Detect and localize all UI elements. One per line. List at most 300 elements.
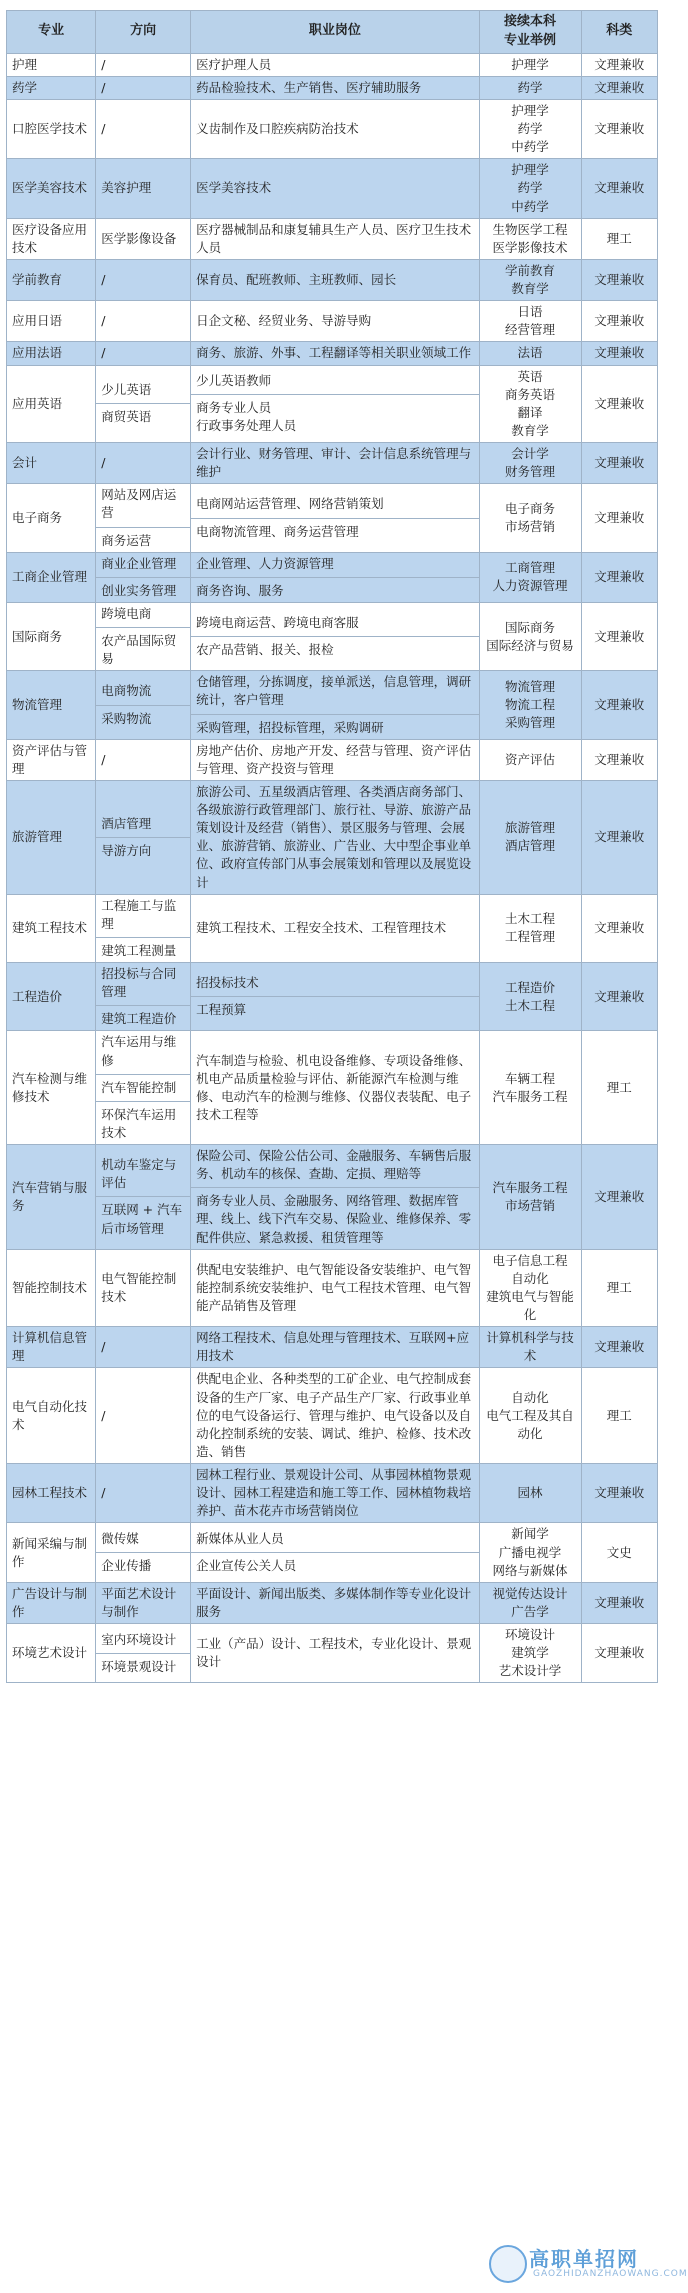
jobs-cell <box>191 1145 479 1250</box>
direction-item: / <box>101 79 106 95</box>
bachelor-item: 电子信息工程 <box>492 1252 568 1268</box>
jobs-cell <box>191 1624 479 1683</box>
direction-cell <box>96 259 191 300</box>
table-row <box>7 259 658 300</box>
jobs-cell <box>191 1368 479 1464</box>
bachelor-item: 艺术设计学 <box>498 1663 562 1679</box>
major-name: 护理 <box>12 56 38 72</box>
table-row <box>7 365 658 443</box>
category-label: 文理兼收 <box>594 1645 645 1661</box>
major-name: 广告设计与制作 <box>12 1585 88 1619</box>
bachelor-cell <box>479 963 581 1031</box>
cell-divider <box>191 1187 478 1188</box>
table-row <box>7 1327 658 1368</box>
jobs-cell <box>191 53 479 76</box>
major-name: 电气自动化技术 <box>12 1398 88 1432</box>
direction-cell <box>96 602 191 670</box>
job-item: 保育员、配班教师、主班教师、园长 <box>196 272 397 287</box>
major-name: 计算机信息管理 <box>12 1330 88 1364</box>
category-cell <box>581 1368 657 1464</box>
jobs-cell <box>191 602 479 670</box>
category-cell <box>581 1582 657 1623</box>
direction-cell <box>96 1523 191 1582</box>
bachelor-item: 环境设计 <box>505 1627 556 1643</box>
direction-item: 网站及网店运营 <box>101 487 177 521</box>
job-item: 新媒体从业人员 <box>196 1531 284 1546</box>
bachelor-cell <box>479 76 581 99</box>
direction-cell <box>96 99 191 158</box>
jobs-cell <box>191 443 479 484</box>
jobs-cell <box>191 552 479 602</box>
cell-divider <box>96 1653 190 1654</box>
bachelor-item: 建筑学 <box>511 1645 549 1661</box>
category-cell <box>581 99 657 158</box>
header-direction: 方向 <box>96 11 191 54</box>
major-name: 工程造价 <box>12 988 63 1004</box>
bachelor-cell <box>479 365 581 443</box>
bachelor-item: 财务管理 <box>505 464 556 480</box>
bachelor-cell <box>479 1031 581 1145</box>
bachelor-item: 广播电视学 <box>498 1544 562 1560</box>
bachelor-cell <box>479 99 581 158</box>
direction-cell <box>96 159 191 218</box>
cell-divider <box>191 577 478 578</box>
major-cell <box>7 159 96 218</box>
bachelor-item: 翻译 <box>517 404 543 420</box>
category-label: 文理兼收 <box>594 1188 645 1204</box>
table-row <box>7 1582 658 1623</box>
major-cell <box>7 53 96 76</box>
direction-item: 建筑工程测量 <box>101 942 177 958</box>
jobs-cell <box>191 1464 479 1523</box>
job-item: 药品检验技术、生产销售、医疗辅助服务 <box>196 79 422 95</box>
job-item: 供配电企业、各种类型的工矿企业、电气控制成套设备的生产厂家、电子产品生产厂家、行政事业单位的电气设备运行、管理与维护、电气设备以及自动化控制系统的安装、调试、维护、检修、技术改造、销售 <box>196 1371 472 1459</box>
category-cell <box>581 552 657 602</box>
major-cell <box>7 443 96 484</box>
bachelor-cell <box>479 1249 581 1327</box>
major-name: 新闻采编与制作 <box>12 1535 88 1569</box>
category-cell <box>581 671 657 739</box>
bachelor-item: 建筑电气与智能化 <box>486 1288 574 1323</box>
bachelor-item: 工商管理 <box>505 560 556 576</box>
cell-divider <box>191 714 478 715</box>
category-cell <box>581 894 657 962</box>
category-label: 文理兼收 <box>594 180 645 196</box>
bachelor-cell <box>479 894 581 962</box>
direction-cell <box>96 552 191 602</box>
direction-item: 酒店管理 <box>101 815 152 831</box>
bachelor-cell <box>479 780 581 894</box>
table-row <box>7 342 658 365</box>
bachelor-cell <box>479 1145 581 1250</box>
job-item: 平面设计、新闻出版类、多媒体制作等专业化设计服务 <box>196 1585 472 1619</box>
major-cell <box>7 780 96 894</box>
direction-item: 电商物流 <box>101 683 152 699</box>
job-item: 房地产估价、房地产开发、经营与管理、资产评估与管理、资产投资与管理 <box>196 742 472 776</box>
major-cell <box>7 1624 96 1683</box>
bachelor-item: 汽车服务工程 <box>492 1088 568 1104</box>
bachelor-item: 工程管理 <box>505 929 556 945</box>
job-item: 商务咨询、服务 <box>196 582 284 598</box>
bachelor-item: 中药学 <box>511 139 549 155</box>
category-cell <box>581 365 657 443</box>
jobs-cell <box>191 1249 479 1327</box>
cell-divider <box>96 403 190 404</box>
major-name: 资产评估与管理 <box>12 742 88 776</box>
table-row <box>7 159 658 218</box>
job-item: 农产品营销、报关、报检 <box>196 642 334 658</box>
direction-cell <box>96 780 191 894</box>
direction-item: / <box>101 1407 106 1423</box>
header-bachelor: 接续本科 专业举例 <box>479 11 581 54</box>
watermark-title: 高职单招网 <box>529 2247 639 2271</box>
major-cell <box>7 342 96 365</box>
bachelor-item: 中药学 <box>511 198 549 214</box>
category-label: 文理兼收 <box>594 56 645 72</box>
major-name: 旅游管理 <box>12 829 63 845</box>
cell-divider <box>96 627 190 628</box>
direction-item: 汽车运用与维修 <box>101 1034 177 1068</box>
direction-item: 建筑工程造价 <box>101 1011 177 1027</box>
job-item: 供配电安装维护、电气智能设备安装维护、电气智能控制系统安装维护、电气工程技术管理、电气智能产品销售及管理 <box>196 1261 472 1313</box>
majors-table <box>6 10 658 1683</box>
bachelor-cell <box>479 1464 581 1523</box>
category-cell <box>581 342 657 365</box>
bachelor-item: 商务英语 <box>505 386 556 402</box>
major-name: 应用日语 <box>12 313 63 329</box>
jobs-cell <box>191 963 479 1031</box>
cell-divider <box>191 518 478 519</box>
bachelor-item: 广告学 <box>511 1603 549 1619</box>
major-name: 智能控制技术 <box>12 1279 88 1295</box>
jobs-cell <box>191 1523 479 1582</box>
table-row <box>7 963 658 1031</box>
bachelor-item: 酒店管理 <box>505 838 556 854</box>
table-row <box>7 552 658 602</box>
category-cell <box>581 1464 657 1523</box>
table-row <box>7 218 658 259</box>
bachelor-item: 物流管理 <box>505 678 556 694</box>
major-cell <box>7 1145 96 1250</box>
bachelor-cell <box>479 1327 581 1368</box>
job-item: 商务专业人员 行政事务处理人员 <box>196 400 297 434</box>
direction-item: 采购物流 <box>101 710 152 726</box>
direction-item: 创业实务管理 <box>101 582 177 598</box>
category-cell <box>581 739 657 780</box>
category-cell <box>581 218 657 259</box>
major-cell <box>7 259 96 300</box>
major-cell <box>7 1368 96 1464</box>
cell-divider <box>96 527 190 528</box>
bachelor-item: 生物医学工程 <box>492 221 568 237</box>
direction-item: / <box>101 1485 106 1501</box>
table-row <box>7 1145 658 1250</box>
direction-item: 室内环境设计 <box>101 1631 177 1647</box>
job-item: 企业管理、人力资源管理 <box>196 555 334 571</box>
major-name: 医学美容技术 <box>12 180 88 196</box>
category-label: 文理兼收 <box>594 395 645 411</box>
cell-divider <box>96 1552 190 1553</box>
direction-cell <box>96 1031 191 1145</box>
category-label: 文理兼收 <box>594 829 645 845</box>
job-item: 仓储管理，分拣调度，接单派送，信息管理，调研统计，客户管理 <box>196 674 472 708</box>
bachelor-cell <box>479 1624 581 1683</box>
bachelor-item: 旅游管理 <box>505 820 556 836</box>
bachelor-item: 会计学 <box>511 446 549 462</box>
direction-item: 电气智能控制技术 <box>101 1270 177 1304</box>
header-major: 专业 <box>7 11 96 54</box>
category-label: 文理兼收 <box>594 628 645 644</box>
major-name: 电子商务 <box>12 509 63 525</box>
major-name: 环境艺术设计 <box>12 1645 88 1661</box>
category-label: 文理兼收 <box>594 569 645 585</box>
jobs-cell <box>191 365 479 443</box>
direction-item: 平面艺术设计与制作 <box>101 1585 177 1619</box>
cell-divider <box>96 1074 190 1075</box>
category-label: 文理兼收 <box>594 272 645 287</box>
bachelor-item: 自动化 <box>511 1389 549 1405</box>
cell-divider <box>191 636 478 637</box>
direction-item: / <box>101 313 106 329</box>
bachelor-item: 汽车服务工程 <box>492 1179 568 1195</box>
job-item: 招投标技术 <box>196 975 259 991</box>
category-label: 文理兼收 <box>594 1594 645 1610</box>
category-cell <box>581 1523 657 1582</box>
major-cell <box>7 365 96 443</box>
direction-cell <box>96 671 191 739</box>
major-cell <box>7 602 96 670</box>
direction-item: 商贸英语 <box>101 409 152 425</box>
jobs-cell <box>191 739 479 780</box>
direction-item: / <box>101 56 106 72</box>
jobs-cell <box>191 218 479 259</box>
major-name: 国际商务 <box>12 628 63 644</box>
major-cell <box>7 894 96 962</box>
direction-cell <box>96 365 191 443</box>
category-label: 文理兼收 <box>594 751 645 767</box>
table-row <box>7 894 658 962</box>
category-cell <box>581 259 657 300</box>
bachelor-item: 市场营销 <box>505 519 556 534</box>
category-label: 理工 <box>606 1079 632 1095</box>
category-cell <box>581 301 657 342</box>
bachelor-item: 法语 <box>517 345 543 361</box>
bachelor-item: 采购管理 <box>505 715 556 731</box>
direction-item: 跨境电商 <box>101 605 152 621</box>
category-label: 文理兼收 <box>594 696 645 712</box>
category-label: 文理兼收 <box>594 455 645 471</box>
bachelor-item: 土木工程 <box>505 997 556 1013</box>
major-name: 应用英语 <box>12 395 63 411</box>
watermark-subtitle: GAOZHIDANZHAOWANG.COM <box>533 2269 688 2279</box>
job-item: 商务专业人员、金融服务、网络管理、数据库管理、线上、线下汽车交易、保险业、维修保养、零配件供应、紧急救援、租赁管理等 <box>196 1193 472 1245</box>
jobs-cell <box>191 342 479 365</box>
category-cell <box>581 1031 657 1145</box>
jobs-cell <box>191 780 479 894</box>
category-cell <box>581 1249 657 1327</box>
jobs-cell <box>191 484 479 552</box>
jobs-cell <box>191 671 479 739</box>
bachelor-item: 教育学 <box>511 281 549 297</box>
bachelor-item: 国际商务 <box>505 619 556 635</box>
category-cell <box>581 780 657 894</box>
direction-cell <box>96 53 191 76</box>
bachelor-cell <box>479 159 581 218</box>
major-cell <box>7 1327 96 1368</box>
job-item: 汽车制造与检验、机电设备维修、专项设备维修、机电产品质量检验与评估、新能源汽车检测与维修、电动汽车的检测与维修、仪器仪表装配、电子技术工程等 <box>196 1052 472 1122</box>
category-cell <box>581 484 657 552</box>
direction-cell <box>96 1582 191 1623</box>
direction-item: 商务运营 <box>101 532 152 548</box>
direction-cell <box>96 1464 191 1523</box>
major-cell <box>7 552 96 602</box>
job-item: 少儿英语教师 <box>196 373 272 389</box>
bachelor-item: 人力资源管理 <box>492 578 568 594</box>
job-item: 日企文秘、经贸业务、导游导购 <box>196 313 372 329</box>
category-label: 文理兼收 <box>594 988 645 1004</box>
bachelor-item: 自动化 <box>511 1270 549 1286</box>
bachelor-cell <box>479 671 581 739</box>
major-name: 药学 <box>12 79 38 95</box>
header-jobs: 职业岗位 <box>191 11 479 54</box>
cell-divider <box>96 1101 190 1102</box>
table-row <box>7 1523 658 1582</box>
direction-cell <box>96 443 191 484</box>
table-row <box>7 99 658 158</box>
major-name: 建筑工程技术 <box>12 920 88 936</box>
major-name: 物流管理 <box>12 696 63 712</box>
bachelor-item: 医学影像技术 <box>492 239 568 255</box>
category-label: 文理兼收 <box>594 79 645 95</box>
direction-cell <box>96 218 191 259</box>
bachelor-item: 视觉传达设计 <box>492 1585 568 1601</box>
major-cell <box>7 99 96 158</box>
bachelor-cell <box>479 218 581 259</box>
jobs-cell <box>191 1327 479 1368</box>
direction-cell <box>96 1327 191 1368</box>
watermark <box>489 2241 688 2287</box>
direction-item: 机动车鉴定与评估 <box>101 1157 177 1191</box>
bachelor-cell <box>479 259 581 300</box>
direction-item: 环境景观设计 <box>101 1658 177 1674</box>
bachelor-cell <box>479 552 581 602</box>
table-row <box>7 739 658 780</box>
bachelor-item: 工程造价 <box>505 979 556 995</box>
jobs-cell <box>191 301 479 342</box>
table-row <box>7 1624 658 1683</box>
category-label: 文理兼收 <box>594 345 645 361</box>
bachelor-cell <box>479 484 581 552</box>
table-row <box>7 1464 658 1523</box>
bachelor-cell <box>479 443 581 484</box>
direction-cell <box>96 1145 191 1250</box>
bachelor-item: 英语 <box>517 368 543 384</box>
cell-divider <box>96 577 190 578</box>
bachelor-item: 国际经济与贸易 <box>486 637 574 653</box>
job-item: 电商网站运营管理、网络营销策划 <box>196 496 384 512</box>
table-header-row <box>7 11 658 54</box>
direction-item: 微传媒 <box>101 1531 139 1546</box>
major-cell <box>7 739 96 780</box>
major-name: 口腔医学技术 <box>12 121 88 137</box>
category-cell <box>581 602 657 670</box>
major-cell <box>7 1464 96 1523</box>
table-row <box>7 443 658 484</box>
major-name: 工商企业管理 <box>12 569 88 585</box>
bachelor-cell <box>479 1523 581 1582</box>
category-label: 文理兼收 <box>594 920 645 936</box>
direction-item: 医学影像设备 <box>101 230 177 246</box>
table-row <box>7 602 658 670</box>
major-name: 学前教育 <box>12 272 63 287</box>
direction-cell <box>96 484 191 552</box>
table-row <box>7 301 658 342</box>
category-cell <box>581 443 657 484</box>
direction-item: 美容护理 <box>101 180 152 196</box>
category-cell <box>581 1327 657 1368</box>
bachelor-item: 网络与新媒体 <box>492 1562 568 1578</box>
direction-item: / <box>101 751 106 767</box>
category-cell <box>581 76 657 99</box>
job-item: 保险公司、保险公估公司、金融服务、车辆售后服务、机动车的核保、查勘、定损、理赔等 <box>196 1148 472 1182</box>
direction-item: 商业企业管理 <box>101 555 177 571</box>
category-cell <box>581 159 657 218</box>
cell-divider <box>191 394 478 395</box>
category-cell <box>581 1624 657 1683</box>
category-label: 理工 <box>606 1407 632 1423</box>
bachelor-item: 土木工程 <box>505 911 556 927</box>
job-item: 旅游公司、五星级酒店管理、各类酒店商务部门、各级旅游行政管理部门、旅行社、导游、旅游产品策划设计及经营（销售）、景区服务与管理、会展业、旅游营销、旅游业、广告业、大中型企事业单位、政府宣传部门从事会展策划和管理以及展览设计 <box>196 783 472 890</box>
job-item: 企业宣传公关人员 <box>196 1558 297 1574</box>
bachelor-item: 电子商务 <box>505 500 556 516</box>
direction-cell <box>96 1624 191 1683</box>
bachelor-cell <box>479 1582 581 1623</box>
job-item: 园林工程行业、景观设计公司、从事园林植物景观设计、园林工程建造和施工等工作、园林植物栽培养护、苗木花卉市场营销岗位 <box>196 1467 472 1519</box>
bachelor-item: 资产评估 <box>505 751 556 767</box>
major-cell <box>7 76 96 99</box>
major-name: 园林工程技术 <box>12 1485 88 1501</box>
direction-item: / <box>101 455 106 471</box>
major-name: 医疗设备应用技术 <box>12 221 88 255</box>
direction-item: 导游方向 <box>101 842 152 858</box>
bachelor-item: 计算机科学与技术 <box>486 1330 574 1364</box>
bachelor-item: 经营管理 <box>505 322 556 338</box>
category-cell <box>581 1145 657 1250</box>
major-name: 汽车检测与维修技术 <box>12 1070 88 1104</box>
job-item: 跨境电商运营、跨境电商客服 <box>196 615 359 630</box>
direction-item: 互联网 + 汽车后市场管理 <box>101 1202 183 1236</box>
table-row <box>7 76 658 99</box>
category-label: 文理兼收 <box>594 313 645 329</box>
job-item: 工业（产品）设计、工程技术，专业化设计、景观设计 <box>196 1636 472 1670</box>
job-item: 会计行业、财务管理、审计、会计信息系统管理与维护 <box>196 446 472 480</box>
direction-cell <box>96 894 191 962</box>
bachelor-item: 物流工程 <box>505 696 556 712</box>
bachelor-item: 药学 <box>517 79 543 95</box>
jobs-cell <box>191 1031 479 1145</box>
cell-divider <box>191 996 478 997</box>
direction-item: 农产品国际贸易 <box>101 633 177 667</box>
direction-item: / <box>101 1339 106 1355</box>
direction-item: 工程施工与监理 <box>101 897 177 931</box>
header-category: 科类 <box>581 11 657 54</box>
jobs-cell <box>191 1582 479 1623</box>
direction-cell <box>96 1249 191 1327</box>
direction-item: 少儿英语 <box>101 382 152 398</box>
major-cell <box>7 1249 96 1327</box>
bachelor-item: 药学 <box>517 180 543 196</box>
bachelor-cell <box>479 301 581 342</box>
